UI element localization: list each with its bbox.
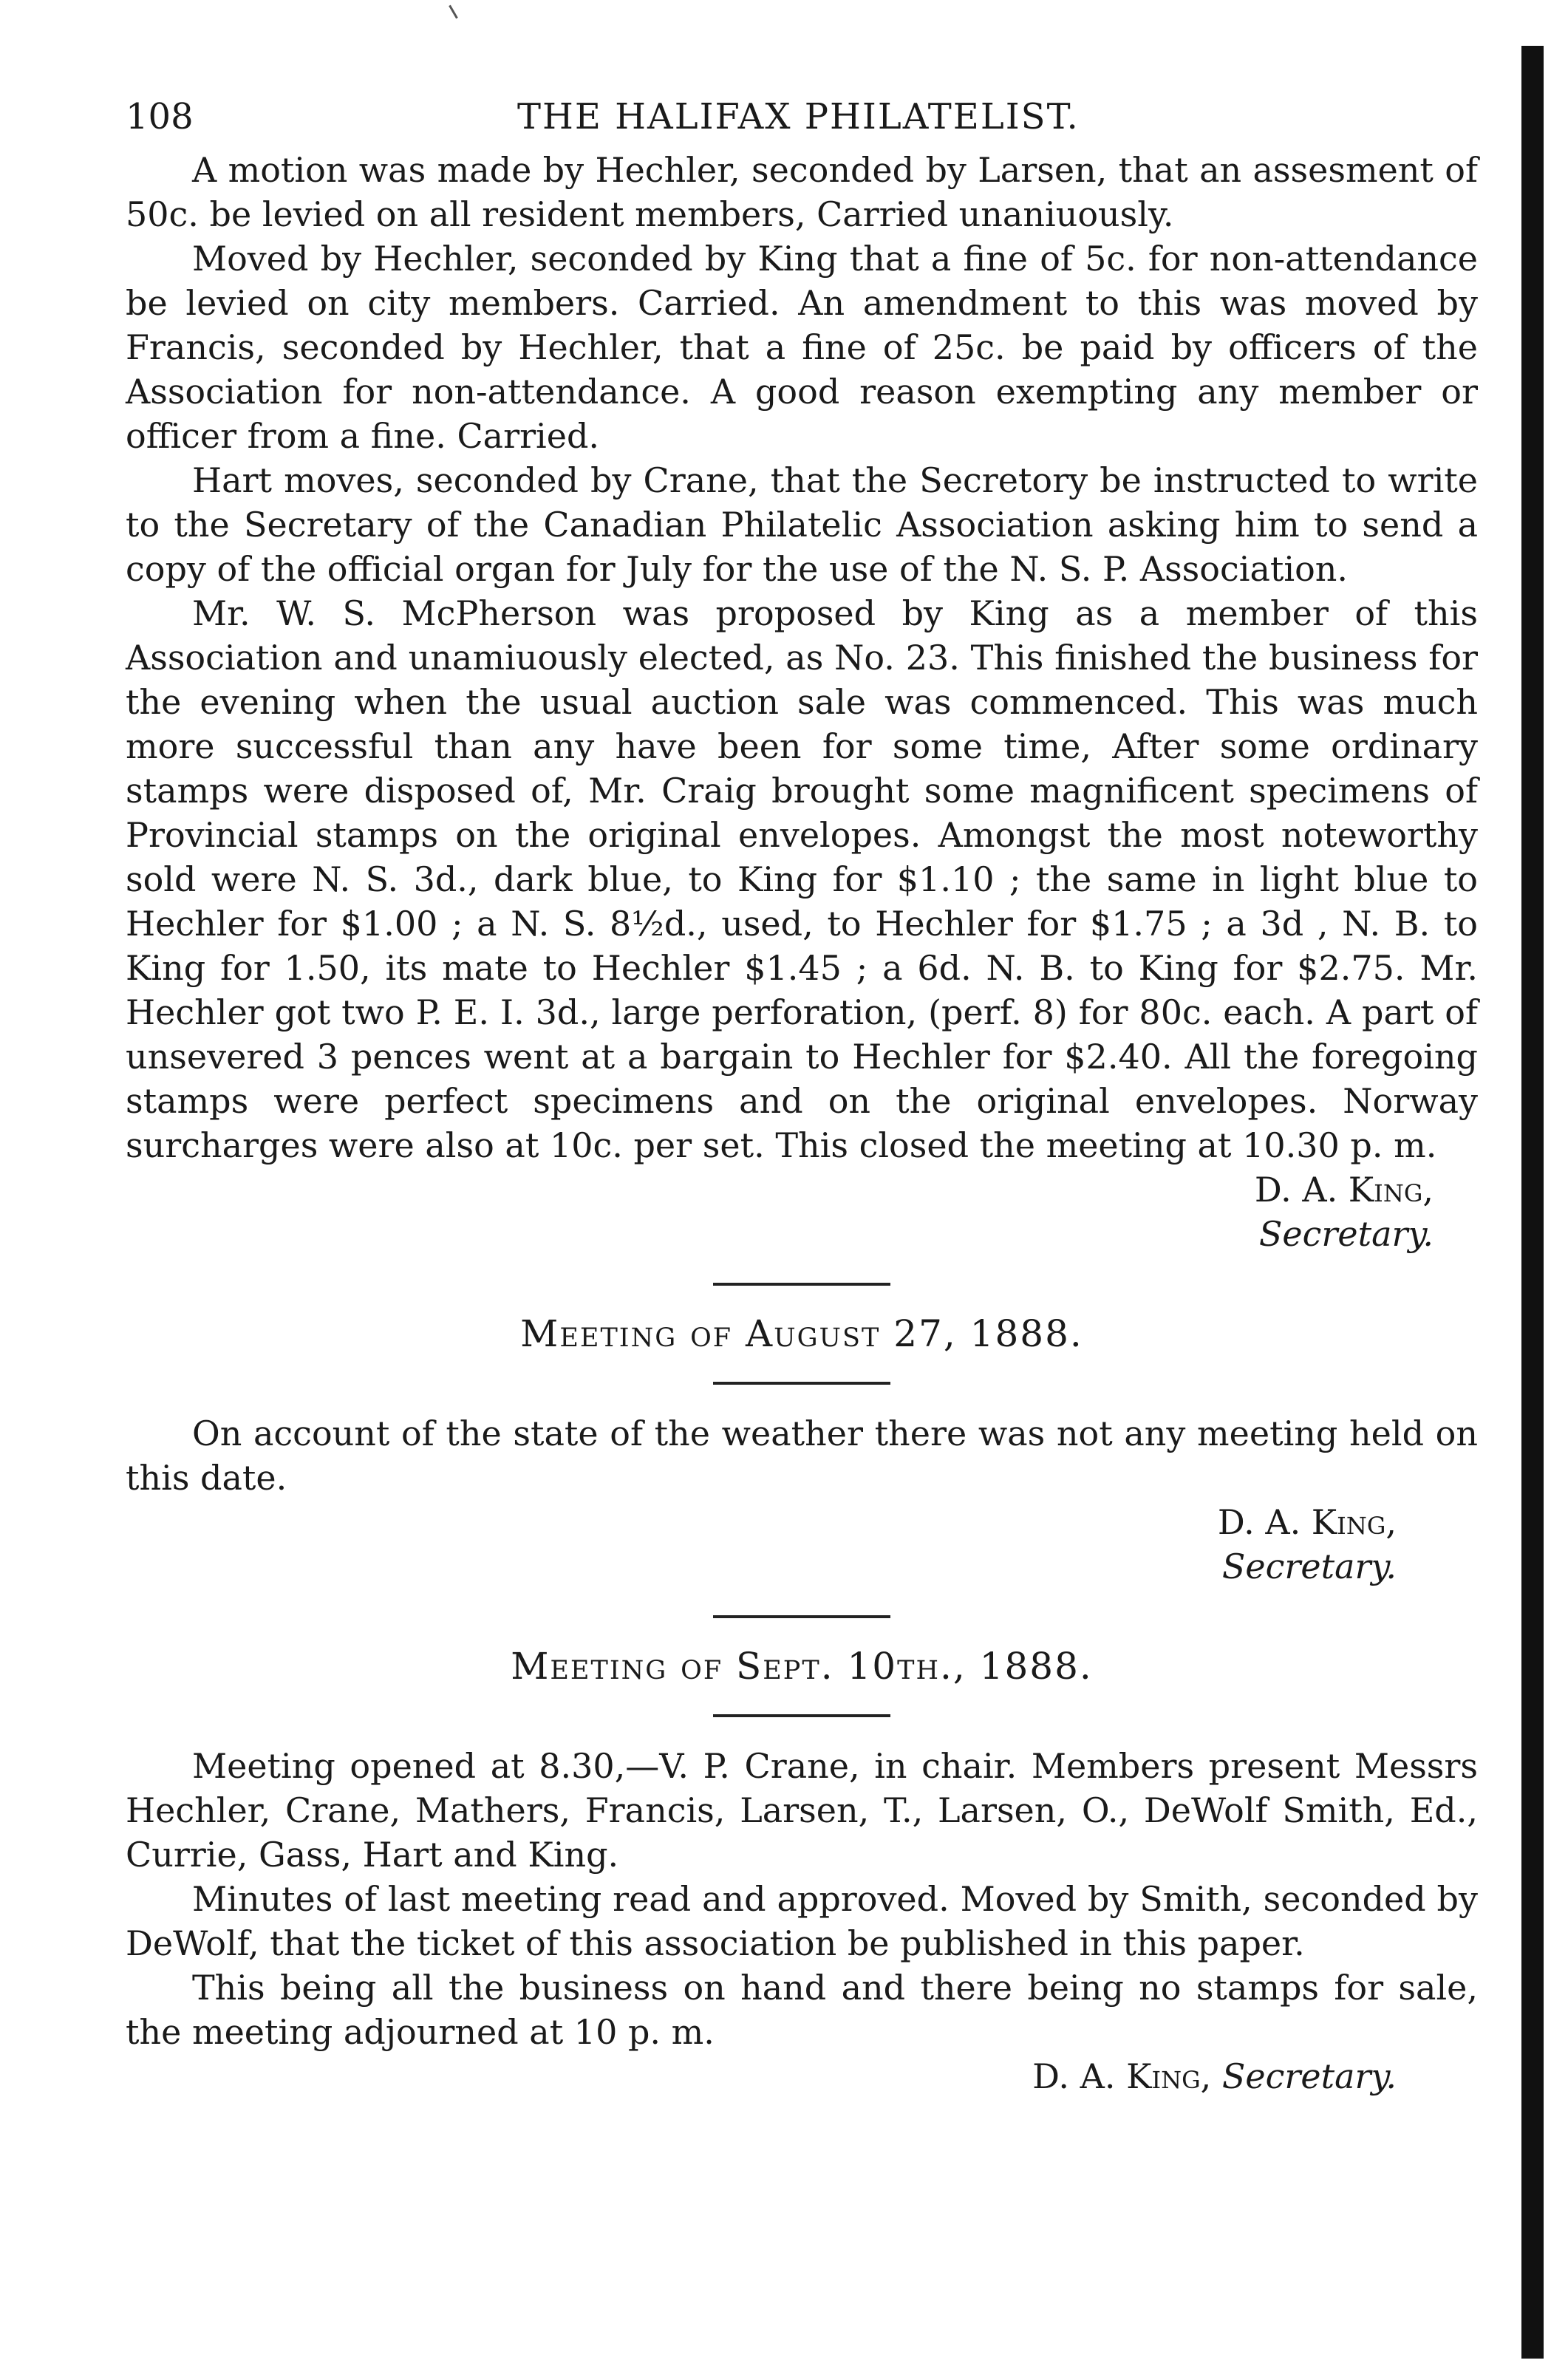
signature-name: D. A. King,	[1032, 2056, 1212, 2096]
divider-rule	[713, 1382, 890, 1385]
signature-block	[126, 1500, 1478, 1589]
meeting-heading-september: Meeting of Sept. 10th., 1888.	[511, 1645, 1093, 1688]
paragraph: Mr. W. S. McPherson was proposed by King as a member of this Association and unamiuously elected, as No. 23. This finished the business for the evening when the usual auction sale was commenced. This was much more successful than any have been for some time, After some ordinary stamps were disposed of, Mr. Craig brought some magnificent specimens of Provincial stamps on the original envelopes. Amongst the most noteworthy sold were N. S. 3d., dark blue, to King for $1.10 ; the same in light blue to Hechler for $1.00 ; a N. S. 8½d., used, to Hechler for $1.75 ; a 3d , N. B. to King for 1.50, its mate to Hechler $1.45 ; a 6d. N. B. to King for $2.75. Mr. Hechler got two P. E. I. 3d., large perforation, (perf. 8) for 80c. each. A part of unsevered 3 pences went at a bargain to Hechler for $2.40. All the foregoing stamps were perfect specimens and on the original envelopes. Norway surcharges were also at 10c. per set. This closed the meeting at 10.30 p. m.	[126, 593, 1478, 1165]
journal-title: THE HALIFAX PHILATELIST.	[517, 96, 1080, 137]
paragraph: This being all the business on hand and there being no stamps for sale, the meeting adjourned at 10 p. m.	[126, 1968, 1478, 2052]
page-number: 108	[126, 96, 194, 137]
section-august-meeting	[126, 1411, 1478, 1589]
paragraph: Hart moves, seconded by Crane, that the Secretory be instructed to write to the Secretary of the Canadian Philatelic Association asking him to send a copy of the official organ for July for the use of the N. S. P. Association.	[126, 460, 1478, 589]
divider-rule	[713, 1615, 890, 1618]
signature-name: D. A. King,	[1217, 1502, 1397, 1542]
divider-rule	[713, 1283, 890, 1286]
section-september-meeting	[126, 1744, 1478, 2098]
paragraph: On account of the state of the weather there was not any meeting held on this date.	[126, 1414, 1478, 1498]
section-minutes-continued	[126, 148, 1478, 1256]
signature-name: D. A. King,	[1254, 1170, 1434, 1210]
page-edge-shadow	[1521, 46, 1544, 2359]
running-header	[126, 81, 1478, 148]
divider-rule	[713, 1714, 890, 1717]
meeting-heading-august: Meeting of August 27, 1888.	[520, 1312, 1083, 1355]
paragraph: Moved by Hechler, seconded by King that a fine of 5c. for non-attendance be levied on city members. Carried. An amendment to this was moved by Francis, seconded by Hechler, that a fine of 25c. be paid by officers of the Association for non-attendance. A good reason exempting any member or officer from a fine. Carried.	[126, 239, 1478, 456]
page	[126, 81, 1478, 2098]
signature-title: Secretary.	[1258, 1214, 1434, 1254]
signature-line	[126, 2054, 1478, 2098]
paragraph: A motion was made by Hechler, seconded by Larsen, that an assesment of 50c. be levied on all resident members, Carried unaniuously.	[126, 150, 1478, 234]
signature-block	[126, 1167, 1478, 1256]
paragraph: Meeting opened at 8.30,—V. P. Crane, in chair. Members present Messrs Hechler, Crane, Mathers, Francis, Larsen, T., Larsen, O., DeWolf Smith, Ed., Currie, Gass, Hart and King.	[126, 1746, 1478, 1875]
paragraph: Minutes of last meeting read and approved. Moved by Smith, seconded by DeWolf, that the ticket of this association be published in this paper.	[126, 1879, 1478, 1963]
stray-ink-mark	[449, 5, 458, 19]
signature-title: Secretary.	[1221, 1547, 1397, 1586]
signature-title: Secretary.	[1221, 2056, 1397, 2096]
